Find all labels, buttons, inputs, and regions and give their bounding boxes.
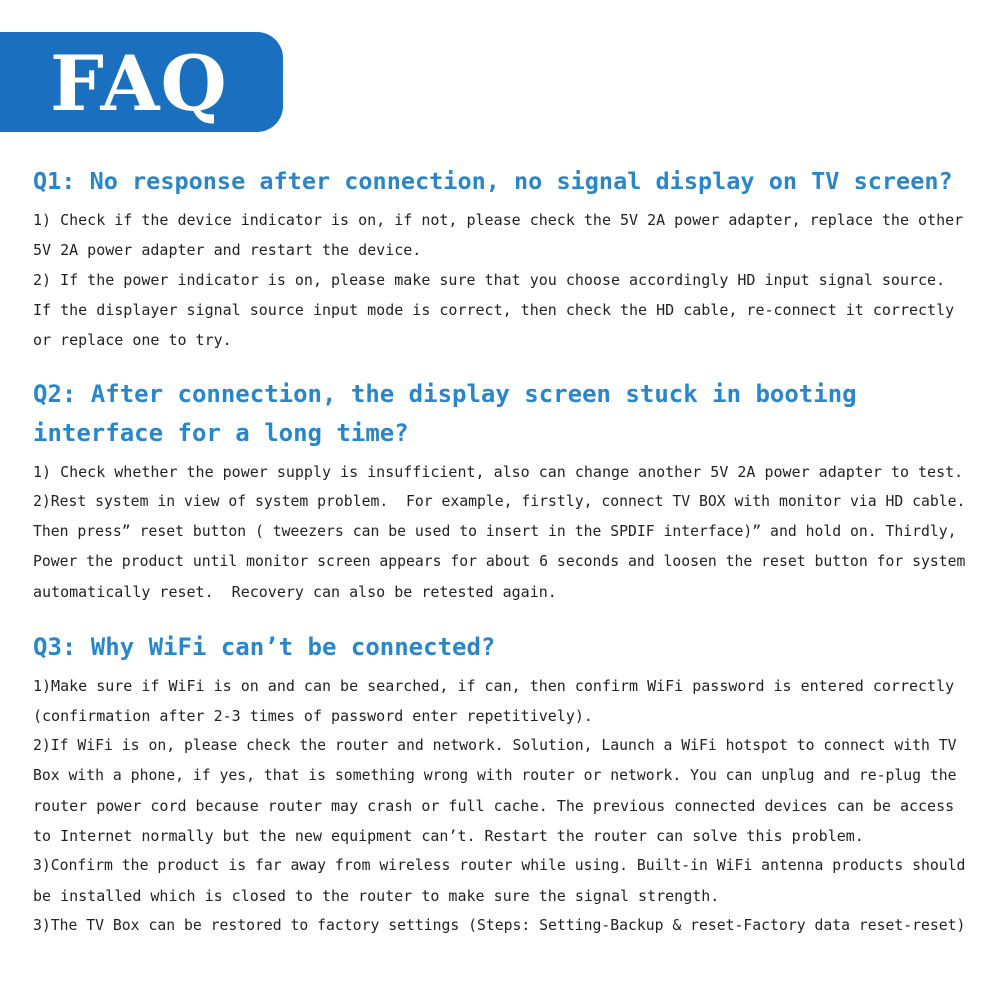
- faq-section-3: [33, 628, 966, 941]
- answer-line: (confirmation after 2-3 times of password enter repetitively).: [33, 707, 593, 725]
- answer-line: Box with a phone, if yes, that is something wrong with router or network. You can unplug and re-plug the: [33, 767, 957, 784]
- answer-line: 3)The TV Box can be restored to factory settings (Steps: Setting-Backup & reset-Factory data reset-reset): [33, 917, 966, 934]
- question-3: Q3: Why WiFi can’t be connected?: [33, 633, 496, 661]
- answer-line: 1)Make sure if WiFi is on and can be searched, if can, then confirm WiFi password is entered correctly: [33, 677, 955, 695]
- answer-line: 3)Confirm the product is far away from wireless router while using. Built-in WiFi antenna products should: [33, 857, 966, 874]
- answer-line: 2) If the power indicator is on, please make sure that you choose accordingly HD input signal source.: [33, 271, 946, 289]
- question-2: Q2: After connection, the display screen stuck in booting interface for a long time?: [33, 380, 872, 447]
- answer-line: 2)If WiFi is on, please check the router and network. Solution, Launch a WiFi hotspot to connect with TV: [33, 737, 957, 754]
- answer-line: be installed which is closed to the router to make sure the signal strength.: [33, 887, 720, 905]
- faq-section-1: [33, 162, 963, 355]
- answer-line: 1) Check whether the power supply is insufficient, also can change another 5V 2A power adapter to test.: [33, 463, 964, 481]
- answer-line: Then press” reset button ( tweezers can be used to insert in the SPDIF interface)” and hold on. Thirdly,: [33, 523, 957, 540]
- answer-2: [33, 457, 966, 607]
- question-1: Q1: No response after connection, no signal display on TV screen?: [33, 167, 953, 195]
- answer-line: 5V 2A power adapter and restart the device.: [33, 241, 422, 259]
- answer-line: Power the product until monitor screen appears for about 6 seconds and loosen the reset button for system: [33, 553, 966, 570]
- answer-line: automatically reset. Recovery can also be retested again.: [33, 583, 557, 601]
- answer-line: router power cord because router may crash or full cache. The previous connected devices can be access: [33, 797, 955, 815]
- answer-line: 1) Check if the device indicator is on, if not, please check the 5V 2A power adapter, replace the other: [33, 211, 964, 229]
- answer-line: 2)Rest system in view of system problem. For example, firstly, connect TV BOX with monitor via HD cable.: [33, 493, 966, 510]
- answer-line: to Internet normally but the new equipment can’t. Restart the router can solve this problem.: [33, 827, 864, 845]
- answer-1: [33, 205, 963, 355]
- page-title: FAQ: [50, 39, 228, 128]
- answer-line: or replace one to try.: [33, 331, 232, 349]
- answer-line: If the displayer signal source input mode is correct, then check the HD cable, re-connect it correctly: [33, 301, 955, 319]
- answer-3: [33, 671, 966, 941]
- faq-section-2: [33, 375, 966, 607]
